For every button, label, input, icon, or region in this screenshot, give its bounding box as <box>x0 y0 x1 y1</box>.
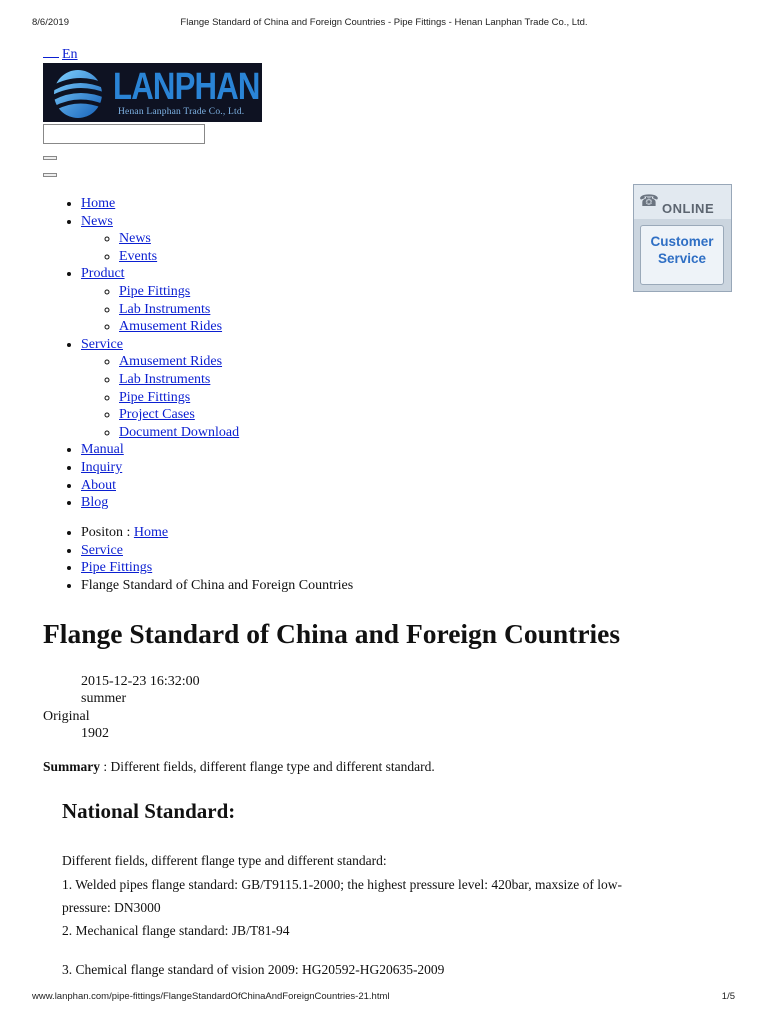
product-submenu <box>81 283 239 336</box>
article-item-1-line-2: pressure: DN3000 <box>62 900 161 915</box>
breadcrumb-position-label: Positon : <box>81 525 134 540</box>
nav-link-service-document-download[interactable]: Document Download <box>119 424 240 440</box>
nav-link-product-pipe-fittings[interactable]: Pipe Fittings <box>119 283 191 299</box>
nav-link-news[interactable]: News <box>81 213 113 229</box>
cs-label-line2: Service <box>657 251 707 266</box>
language-switch[interactable] <box>43 45 78 63</box>
summary-label: Summary <box>43 759 100 774</box>
nav-link-service-lab-instruments[interactable]: Lab Instruments <box>119 371 211 387</box>
nav-item-about <box>81 477 239 495</box>
online-customer-service-widget[interactable] <box>633 184 732 292</box>
search-input[interactable] <box>43 124 205 144</box>
nav-link-service-project-cases[interactable]: Project Cases <box>119 407 195 423</box>
print-page-title: Flange Standard of China and Foreign Countries - Pipe Fittings - Henan Lanphan Trade Co., Ltd. <box>180 17 588 28</box>
phone-icon: ☎ <box>639 191 659 210</box>
nav-link-product-amusement-rides[interactable]: Amusement Rides <box>119 319 223 335</box>
menu-toggle-button[interactable] <box>43 173 57 177</box>
cs-button[interactable] <box>640 225 724 285</box>
cs-label-line1: Customer <box>650 234 714 249</box>
breadcrumb-item <box>81 577 353 595</box>
nav-item-news <box>81 213 239 266</box>
nav-item-service <box>81 336 239 442</box>
globe-icon <box>47 66 111 120</box>
nav-link-inquiry[interactable]: Inquiry <box>81 459 123 475</box>
flag-icon[interactable] <box>43 45 59 58</box>
breadcrumb-link-pipe-fittings[interactable]: Pipe Fittings <box>81 560 153 576</box>
logo-subtitle: Henan Lanphan Trade Co., Ltd. <box>118 107 245 117</box>
site-logo[interactable] <box>43 63 262 122</box>
breadcrumb-current: Flange Standard of China and Foreign Countries <box>81 577 354 593</box>
nav-link-service-amusement-rides[interactable]: Amusement Rides <box>119 354 223 370</box>
section-heading: National Standard: <box>62 799 236 823</box>
breadcrumb-link-service[interactable]: Service <box>81 542 123 558</box>
nav-link-product-lab-instruments[interactable]: Lab Instruments <box>119 301 211 317</box>
summary-text: : Different fields, different flange type and different standard. <box>100 759 435 774</box>
article-views: 1902 <box>81 726 109 741</box>
print-date: 8/6/2019 <box>32 17 69 28</box>
breadcrumb-item <box>81 524 353 542</box>
nav-link-blog[interactable]: Blog <box>81 495 109 511</box>
nav-item-home <box>81 195 239 213</box>
news-submenu <box>81 230 239 265</box>
search-button[interactable] <box>43 156 57 160</box>
article-datetime: 2015-12-23 16:32:00 <box>81 674 200 689</box>
article-item-3: 3. Chemical flange standard of vision 2009: HG20592-HG20635-2009 <box>62 962 445 977</box>
article-author: summer <box>81 691 127 706</box>
language-link-en[interactable]: En <box>62 47 78 62</box>
nav-link-news-events[interactable]: Events <box>119 248 158 264</box>
cs-header <box>634 185 731 219</box>
nav-link-home[interactable]: Home <box>81 196 116 211</box>
service-submenu <box>81 353 239 441</box>
nav-link-news-news[interactable]: News <box>119 231 151 247</box>
article-item-2: 2. Mechanical flange standard: JB/T81-94 <box>62 923 290 938</box>
article-intro: Different fields, different flange type and different standard: <box>62 853 387 868</box>
main-nav <box>81 195 239 512</box>
breadcrumb-item <box>81 559 353 577</box>
page-title: Flange Standard of China and Foreign Countries <box>43 618 621 649</box>
nav-link-product[interactable]: Product <box>81 266 125 282</box>
nav-item-product <box>81 265 239 335</box>
print-page-number: 1/5 <box>721 991 735 1002</box>
breadcrumb-link-home[interactable]: Home <box>133 525 169 540</box>
nav-item-manual <box>81 441 239 459</box>
article-source: Original <box>43 709 90 724</box>
print-url: www.lanphan.com/pipe-fittings/FlangeStandardOfChinaAndForeignCountries-21.html <box>32 991 390 1002</box>
breadcrumb-item <box>81 542 353 560</box>
article-summary <box>43 758 435 775</box>
logo-wordmark: LANPHAN <box>113 66 260 108</box>
cs-online-badge: ONLINE <box>662 201 715 216</box>
article-item-1-line-1: 1. Welded pipes flange standard: GB/T9115.1-2000; the highest pressure level: 420bar, maxsize of low- <box>62 877 622 892</box>
nav-link-service-pipe-fittings[interactable]: Pipe Fittings <box>119 389 191 405</box>
nav-link-service[interactable]: Service <box>81 336 123 352</box>
nav-item-blog <box>81 494 239 512</box>
breadcrumb <box>81 524 353 594</box>
nav-link-manual[interactable]: Manual <box>81 442 124 458</box>
nav-item-inquiry <box>81 459 239 477</box>
nav-link-about[interactable]: About <box>81 477 116 493</box>
